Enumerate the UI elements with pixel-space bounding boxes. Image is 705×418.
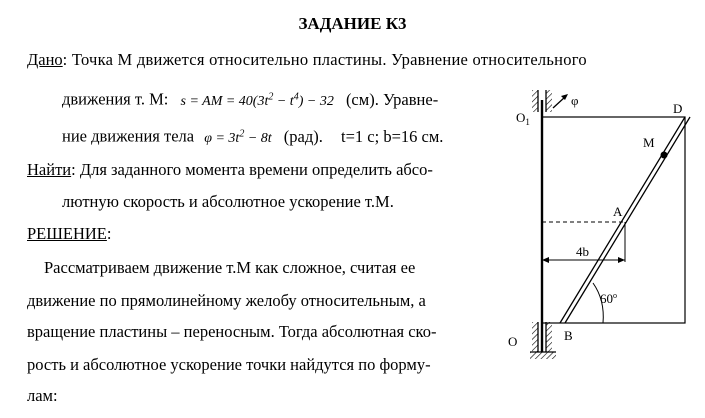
o1-label: $O_1$	[516, 110, 530, 127]
solution-line-5: лам:	[27, 386, 58, 405]
dim-label: 4b	[576, 244, 589, 259]
solution-line-3: вращение пластины – переносным. Тогда абсолютная ско-	[27, 322, 437, 341]
find-label: Найти	[27, 160, 72, 179]
point-m	[661, 152, 668, 159]
find-line-2: лютную скорость и абсолютное ускорение т.М.	[62, 192, 394, 211]
solution-label: РЕШЕНИЕ	[27, 224, 107, 243]
relative-motion-formula: s = AM = $40(3t^2 - t^4) - 32$	[180, 91, 334, 109]
rotation-arrow-icon	[553, 97, 565, 108]
solution-line-1: Рассматриваем движение т.М как сложное, считая ее	[44, 258, 416, 277]
solution-line-4: рость и абсолютное ускорение точки найдутся по форму-	[27, 355, 431, 374]
d-label: D	[673, 101, 683, 116]
given-params: t=1 с; b=16 см.	[341, 126, 444, 146]
angle-label: $60^о$	[600, 291, 617, 306]
phi-label: φ	[571, 93, 579, 108]
groove	[560, 117, 690, 323]
given-label: Дано	[27, 50, 63, 69]
m-label: M	[643, 135, 655, 150]
o-label: O	[508, 334, 518, 349]
body-units: (рад).	[283, 126, 323, 146]
given-text-2: движения т. М:	[62, 89, 169, 109]
body-rotation-formula: $\varphi = 3t^2 - 8t$	[204, 128, 272, 146]
given-text-1: : Точка М движется относительно пластины. Уравнение относительного	[62, 50, 587, 69]
find-text-1: : Для заданного момента времени определить абсо-	[71, 160, 433, 179]
motion-units: (см). Уравне-	[345, 89, 439, 109]
b-label: B	[564, 328, 573, 343]
task-title: ЗАДАНИЕ К3	[298, 14, 407, 33]
solution-line-2: движение по прямолинейному желобу относительным, а	[27, 291, 426, 310]
a-label: A	[613, 204, 623, 219]
solution-heading: РЕШЕНИЕ:	[27, 224, 112, 243]
given-text-3: ние движения тела	[62, 126, 195, 146]
